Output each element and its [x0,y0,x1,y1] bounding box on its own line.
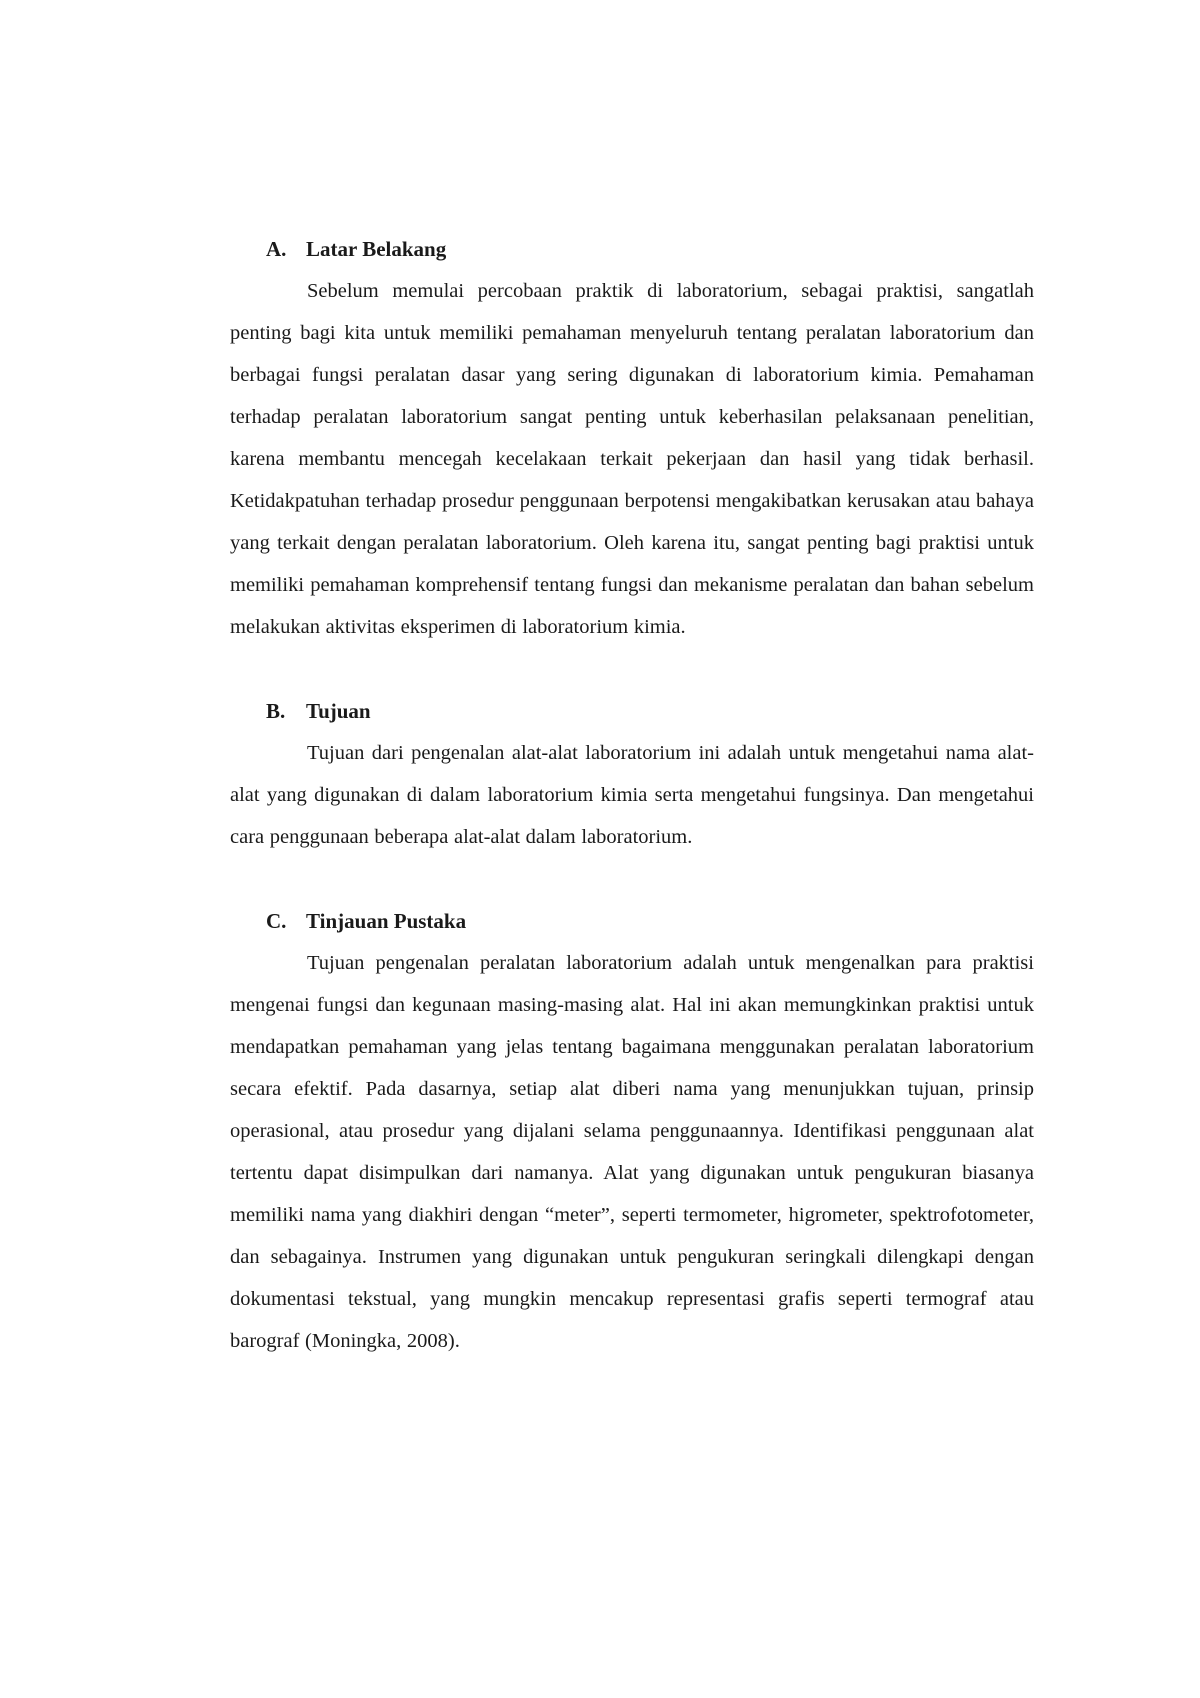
section-heading [266,900,1070,942]
section-title: Latar Belakang [306,237,447,261]
section-paragraph: Tujuan dari pengenalan alat-alat laboratorium ini adalah untuk mengetahui nama alat-alat yang digunakan di dalam laboratorium kimia serta mengetahui fungsinya. Dan mengetahui cara penggunaan beberapa alat-alat dalam laboratorium. [230,742,1034,848]
section-heading [266,228,1070,270]
section-paragraph: Sebelum memulai percobaan praktik di laboratorium, sebagai praktisi, sangatlah penting bagi kita untuk memiliki pemahaman menyeluruh tentang peralatan laboratorium dan berbagai fungsi peralatan dasar yang sering digunakan di laboratorium kimia. Pemahaman terhadap peralatan laboratorium sangat penting untuk keberhasilan pelaksanaan penelitian, karena membantu mencegah kecelakaan terkait pekerjaan dan hasil yang tidak berhasil. Ketidakpatuhan terhadap prosedur penggunaan berpotensi mengakibatkan kerusakan atau bahaya yang terkait dengan peralatan laboratorium. Oleh karena itu, sangat penting bagi praktisi untuk memiliki pemahaman komprehensif tentang fungsi dan mekanisme peralatan dan bahan sebelum melakukan aktivitas eksperimen di laboratorium kimia. [230,280,1034,638]
section-paragraph: Tujuan pengenalan peralatan laboratorium adalah untuk mengenalkan para praktisi mengenai fungsi dan kegunaan masing-masing alat. Hal ini akan memungkinkan praktisi untuk mendapatkan pemahaman yang jelas tentang bagaimana menggunakan peralatan laboratorium secara efektif. Pada dasarnya, setiap alat diberi nama yang menunjukkan tujuan, prinsip operasional, atau prosedur yang dijalani selama penggunaannya. Identifikasi penggunaan alat tertentu dapat disimpulkan dari namanya. Alat yang digunakan untuk pengukuran biasanya memiliki nama yang diakhiri dengan “meter”, seperti termometer, higrometer, spektrofotometer, dan sebagainya. Instrumen yang digunakan untuk pengukuran seringkali dilengkapi dengan dokumentasi tekstual, yang mungkin mencakup representasi grafis seperti termograf atau barograf (Moningka, 2008). [230,952,1034,1352]
section-letter: C. [266,909,287,933]
section-letter: A. [266,237,287,261]
section-title: Tinjauan Pustaka [306,909,467,933]
section-letter: B. [266,699,286,723]
section-tujuan [230,690,1034,858]
section-title: Tujuan [306,699,371,723]
section-tinjauan-pustaka [230,900,1034,1362]
section-heading [266,690,1070,732]
section-latar-belakang [230,228,1034,648]
